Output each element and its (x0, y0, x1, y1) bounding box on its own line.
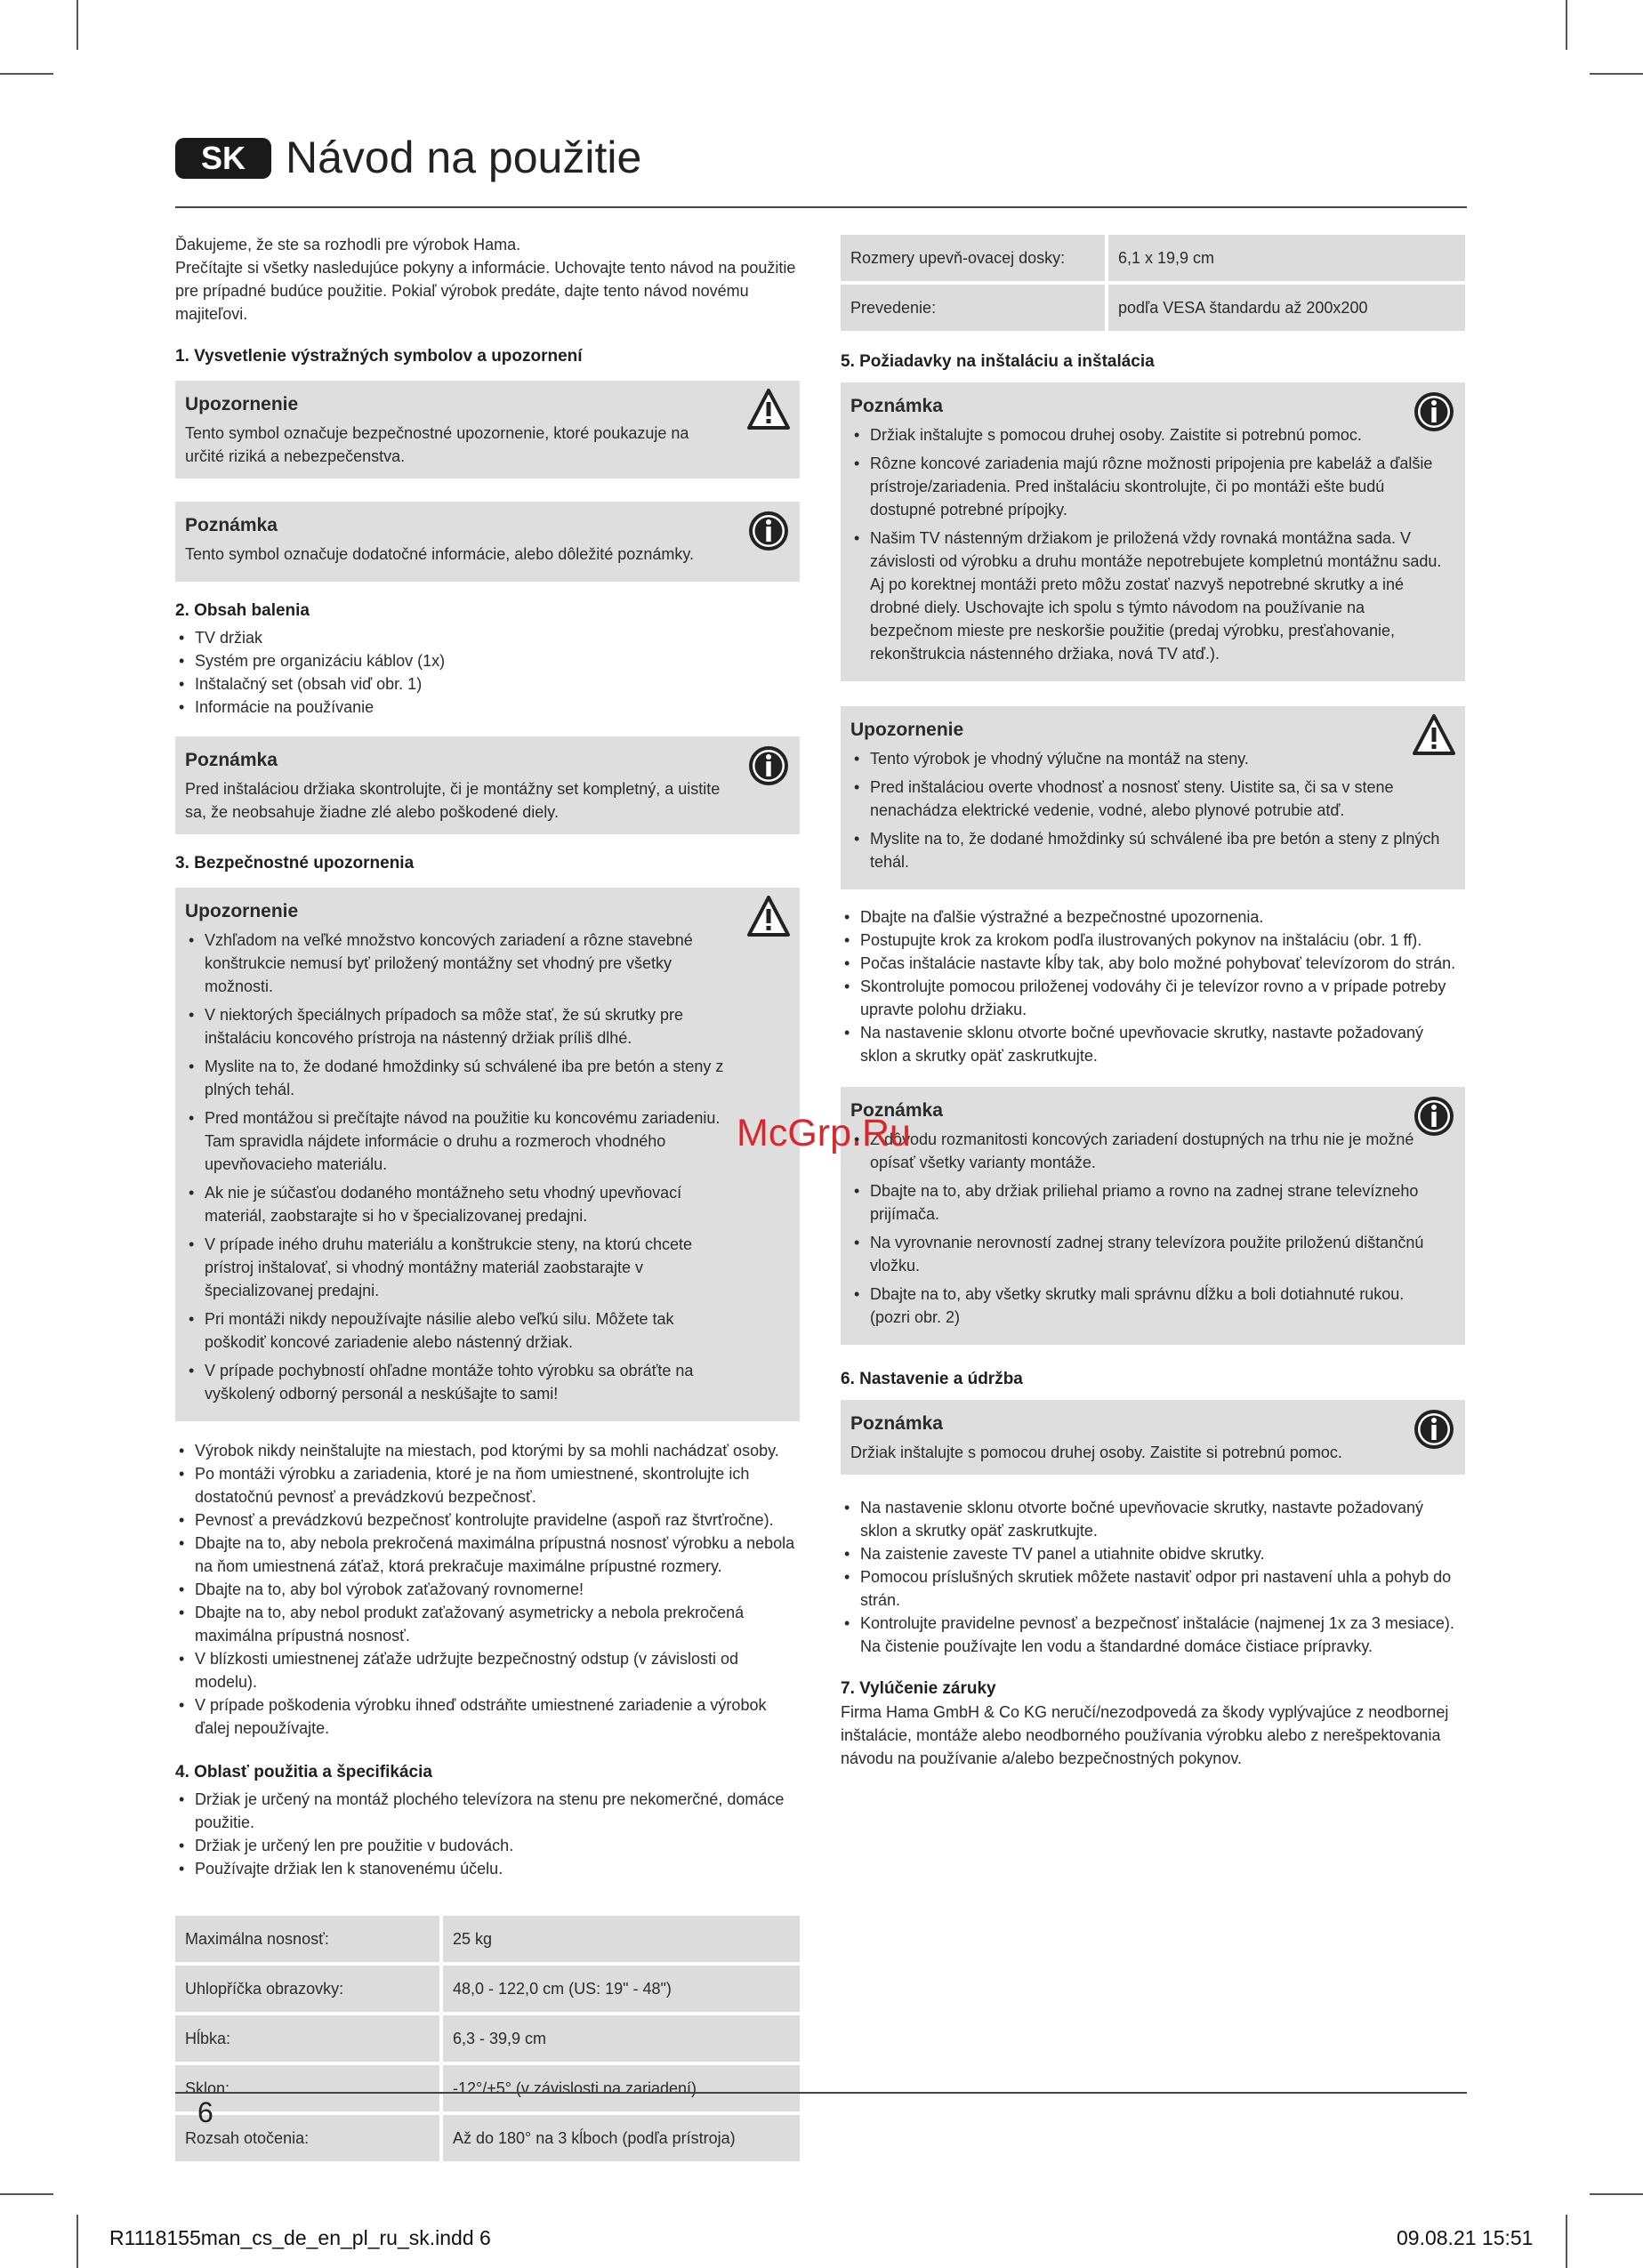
note-box (841, 382, 1465, 681)
box-title: Poznámka (185, 750, 278, 770)
box-text: Tento symbol označuje bezpečnostné upozornenie, ktoré poukazuje na určité riziká a nebezpečenstva. (185, 424, 689, 465)
box-title: Upozornenie (185, 901, 299, 921)
warning-triangle-icon (746, 895, 791, 939)
list-item: • TV držiak (175, 626, 800, 649)
list-item: • Informácie na používanie (175, 696, 800, 719)
spec-label: Maximálna nosnosť: (175, 1916, 443, 1962)
box-title: Poznámka (850, 396, 943, 416)
list-item: • Rôzne koncové zariadenia majú rôzne možnosti pripojenia pre kabeláž a ďalšie prístroje/zariadenia. Pred inštaláciu skontrolujte, či po montáži ešte budú dostupné potrebné prípojky. (850, 452, 1447, 521)
warning-list (185, 929, 729, 1405)
list-item: • Na zaistenie zaveste TV panel a utiahnite obidve skrutky. (841, 1542, 1465, 1565)
list-item: • Myslite na to, že dodané hmoždinky sú schválené iba pre betón a steny z plných tehál. (185, 1055, 729, 1101)
spec-table (175, 1912, 800, 2165)
installation-list (841, 905, 1465, 1067)
spec-value: Až do 180° na 3 kĺboch (podľa prístroja) (443, 2115, 800, 2161)
list-item: • Držiak inštalujte s pomocou druhej osoby. Zaistite si potrebnú pomoc. (850, 423, 1447, 446)
list-item: • Na nastavenie sklonu otvorte bočné upevňovacie skrutky, nastavte požadovaný sklon a skrutky opäť zaskrutkujte. (841, 1021, 1465, 1067)
spec-value: 6,3 - 39,9 cm (443, 2015, 800, 2062)
list-item: • Postupujte krok za krokom podľa ilustrovaných pokynov na inštaláciu (obr. 1 ff). (841, 929, 1465, 952)
list-item: • Dbajte na ďalšie výstražné a bezpečnostné upozornenia. (841, 905, 1465, 929)
list-item: • Dbajte na to, aby všetky skrutky mali správnu dĺžku a boli dotiahnuté rukou. (pozri obr. 2) (850, 1283, 1447, 1329)
list-item: • Na vyrovnanie nerovností zadnej strany televízora použite priloženú dištančnú vložku. (850, 1231, 1447, 1277)
spec-label: Hĺbka: (175, 2015, 443, 2062)
maintenance-list (841, 1496, 1465, 1658)
page-number: 6 (197, 2096, 213, 2128)
box-title: Upozornenie (185, 394, 299, 414)
section-7-title: 7. Vylúčenie záruky (841, 1679, 996, 1698)
list-item: • V prípade poškodenia výrobku ihneď odstráňte umiestnené zariadenie a výrobok ďalej nepoužívajte. (175, 1693, 800, 1740)
table-row (175, 1966, 800, 2012)
section-3-title: 3. Bezpečnostné upozornenia (175, 854, 415, 873)
info-icon (746, 744, 791, 788)
list-item: • Po montáži výrobku a zariadenia, ktoré je na ňom umiestnené, skontrolujte ich dostatočnú pevnosť a prevádzkovú bezpečnosť. (175, 1462, 800, 1508)
crop-mark (0, 2193, 53, 2195)
section-6-title: 6. Nastavenie a údržba (841, 1370, 1023, 1388)
list-item: • Pred inštaláciou overte vhodnosť a nosnosť steny. Uistite sa, či sa v stene nenachádza elektrické vedenie, vodné, alebo plynové potrubie atď. (850, 776, 1447, 822)
list-item: • Pomocou príslušných skrutiek môžete nastaviť odpor pri nastavení uhla a pohyb do strán. (841, 1565, 1465, 1612)
list-item: • Dbajte na to, aby nebola prekročená maximálna prípustná nosnosť výrobku a nebola na ňom umiestnená záťaž, ktorá prekračuje maximálne prípustné rozmery. (175, 1532, 800, 1578)
list-item: • Našim TV nástenným držiakom je priložená vždy rovnaká montážna sada. V závislosti od výrobku a druhu montáže nepotrebujete kompletnú montážnu sadu. Aj po korektnej montáži preto môžu zostať nazvyš nepotrebné skrutky a iné drobné diely. Uschovajte ich spolu s týmto návodom na používanie na bezpečnom mieste pre neskoršie použitie (predaj výrobku, presťahovanie, rekonštrukcia nástenného držiaka, nová TV atď.). (850, 527, 1447, 665)
warning-list (850, 747, 1447, 873)
table-row (175, 1916, 800, 1962)
list-item: • Pevnosť a prevádzkovú bezpečnosť kontrolujte pravidelne (aspoň raz štvrťročne). (175, 1508, 800, 1532)
info-icon (1412, 1094, 1456, 1138)
print-slug-date: 09.08.21 15:51 (1397, 2226, 1534, 2249)
package-list (175, 626, 800, 719)
note-box (841, 1400, 1465, 1475)
warning-box (841, 706, 1465, 889)
table-row (841, 235, 1465, 281)
usage-list (175, 1788, 800, 1880)
list-item: • Z dôvodu rozmanitosti koncových zariadení dostupných na trhu nie je možné opísať všetky varianty montáže. (850, 1128, 1447, 1174)
list-item: • Vzhľadom na veľké množstvo koncových zariadení a rôzne stavebné konštrukcie nemusí byť priložený montážny set vhodný pre všetky možnosti. (185, 929, 729, 998)
list-item: • Držiak je určený na montáž plochého televízora na stenu pre nekomerčné, domáce použitie. (175, 1788, 800, 1834)
language-badge: SK (175, 138, 271, 179)
list-item: • Dbajte na to, aby nebol produkt zaťažovaný asymetricky a nebola prekročená maximálna prípustná nosnosť. (175, 1601, 800, 1647)
table-row (175, 2065, 800, 2111)
crop-mark (1566, 2215, 1567, 2268)
list-item: • Systém pre organizáciu káblov (1x) (175, 649, 800, 672)
list-item: • Dbajte na to, aby držiak priliehal priamo a rovno na zadnej strane televízneho prijímača. (850, 1179, 1447, 1226)
spec-label: Prevedenie: (841, 285, 1108, 331)
spec-value: 48,0 - 122,0 cm (US: 19" - 48") (443, 1966, 800, 2012)
crop-mark (77, 0, 78, 50)
spec-label: Rozmery upevň-ovacej dosky: (841, 235, 1108, 281)
box-title: Upozornenie (850, 720, 964, 740)
section-2-title: 2. Obsah balenia (175, 601, 310, 620)
list-item: • Pred montážou si prečítajte návod na použitie ku koncovému zariadeniu. Tam spravidla nájdete informácie o druhu a rozmeroch vhodného upevňovacieho materiálu. (185, 1106, 729, 1176)
box-title: Poznámka (850, 1100, 943, 1121)
list-item: • Používajte držiak len k stanovenému účelu. (175, 1857, 800, 1880)
spec-value: -12°/+5° (v závislosti na zariadení) (443, 2065, 800, 2111)
intro-thanks: Ďakujeme, že ste sa rozhodli pre výrobok Hama. (175, 236, 521, 253)
list-item: • Tento výrobok je vhodný výlučne na montáž na steny. (850, 747, 1447, 770)
safety-list (175, 1439, 800, 1740)
page-header (175, 133, 1467, 208)
list-item: • V prípade iného druhu materiálu a konštrukcie steny, na ktorú chcete prístroj inštalovať, si vhodný montážny materiál zaobstarajte v špecializovanej predajni. (185, 1233, 729, 1302)
table-row (175, 2015, 800, 2062)
note-box (841, 1087, 1465, 1345)
list-item: • Na nastavenie sklonu otvorte bočné upevňovacie skrutky, nastavte požadovaný sklon a skrutky opäť zaskrutkujte. (841, 1496, 1465, 1542)
info-icon (1412, 390, 1456, 434)
list-item: • V niektorých špeciálnych prípadoch sa môže stať, že sú skrutky pre inštaláciu koncového prístroja na nástenný držiak príliš dlhé. (185, 1003, 729, 1050)
left-column (175, 233, 800, 2165)
warranty-text: Firma Hama GmbH & Co KG neručí/nezodpovedá za škody vyplývajúce z neodbornej inštalácie, montáže alebo neodborného používania výrobku alebo z nerešpektovania návodu na používanie a/alebo bezpečnostných pokynov. (841, 1703, 1449, 1767)
spec-value: 6,1 x 19,9 cm (1108, 235, 1465, 281)
crop-mark (1590, 2193, 1643, 2195)
right-column (841, 235, 1465, 1770)
list-item: • Skontrolujte pomocou priloženej vodováhy či je televízor rovno a v prípade potreby upravte polohu držiaku. (841, 975, 1465, 1021)
list-item: • Držiak je určený len pre použitie v budovách. (175, 1834, 800, 1857)
crop-mark (1590, 73, 1643, 75)
warning-triangle-icon (1412, 713, 1456, 758)
warning-triangle-icon (746, 388, 791, 432)
list-item: • Inštalačný set (obsah viď obr. 1) (175, 672, 800, 696)
note-box (175, 502, 800, 582)
section-4-title: 4. Oblasť použitia a špecifikácia (175, 1763, 432, 1781)
page-title: Návod na použitie (286, 133, 642, 182)
list-item: • Výrobok nikdy neinštalujte na miestach, pod ktorými by sa mohli nachádzať osoby. (175, 1439, 800, 1462)
section-1-title: 1. Vysvetlenie výstražných symbolov a upozornení (175, 347, 583, 366)
section-5-title: 5. Požiadavky na inštaláciu a inštalácia (841, 352, 1155, 371)
list-item: • Pri montáži nikdy nepoužívajte násilie alebo veľkú silu. Môžete tak poškodiť koncové zariadenie alebo nástenný držiak. (185, 1307, 729, 1354)
note-list (850, 423, 1447, 665)
list-item: • Počas inštalácie nastavte kĺby tak, aby bolo možné pohybovať televízorom do strán. (841, 952, 1465, 975)
crop-mark (0, 73, 53, 75)
note-box (175, 736, 800, 834)
list-item: • V blízkosti umiestnenej záťaže udržujte bezpečnostný odstup (v závislosti od modelu). (175, 1647, 800, 1693)
print-slug-file: R1118155man_cs_de_en_pl_ru_sk.indd 6 (109, 2226, 491, 2249)
spec-value: 25 kg (443, 1916, 800, 1962)
spec-label: Uhlopříčka obrazovky: (175, 1966, 443, 2012)
footer-divider (175, 2092, 1467, 2094)
list-item: • V prípade pochybností ohľadne montáže tohto výrobku sa obráťte na vyškolený odborný personál a neskúšajte to sami! (185, 1359, 729, 1405)
spec-label: Rozsah otočenia: (175, 2115, 443, 2161)
box-text: Pred inštaláciou držiaka skontrolujte, či je montážny set kompletný, a uistite sa, že neobsahuje žiadne zlé alebo poškodené diely. (185, 780, 721, 821)
info-icon (746, 509, 791, 553)
intro-instructions: Prečítajte si všetky nasledujúce pokyny a informácie. Uchovajte tento návod na použitie pre prípadné budúce použitie. Pokiaľ výrobok predáte, dajte tento návod novému majiteľovi. (175, 259, 796, 323)
spec-table-continued (841, 231, 1465, 334)
warning-box (175, 381, 800, 479)
box-text: Tento symbol označuje dodatočné informácie, alebo dôležité poznámky. (185, 545, 695, 563)
crop-mark (77, 2215, 78, 2268)
list-item: • Kontrolujte pravidelne pevnosť a bezpečnosť inštalácie (najmenej 1x za 3 mesiace). Na čistenie používajte len vodu a štandardné domáce čistiace prípravky. (841, 1612, 1465, 1658)
list-item: • Ak nie je súčasťou dodaného montážneho setu vhodný upevňovací materiál, zaobstarajte si ho v špecializovanej predajni. (185, 1181, 729, 1227)
box-title: Poznámka (850, 1413, 943, 1434)
list-item: • Myslite na to, že dodané hmoždinky sú schválené iba pre betón a steny z plných tehál. (850, 827, 1447, 873)
spec-label: Sklon: (175, 2065, 443, 2111)
watermark: McGrp.Ru (737, 1112, 911, 1154)
list-item: • Dbajte na to, aby bol výrobok zaťažovaný rovnomerne! (175, 1578, 800, 1601)
crop-mark (1566, 0, 1567, 50)
note-list (850, 1128, 1447, 1329)
spec-value: podľa VESA štandardu až 200x200 (1108, 285, 1465, 331)
box-text: Držiak inštalujte s pomocou druhej osoby. Zaistite si potrebnú pomoc. (850, 1444, 1342, 1461)
table-row (175, 2115, 800, 2161)
table-row (841, 285, 1465, 331)
box-title: Poznámka (185, 515, 278, 535)
info-icon (1412, 1407, 1456, 1452)
warning-box (175, 888, 800, 1421)
